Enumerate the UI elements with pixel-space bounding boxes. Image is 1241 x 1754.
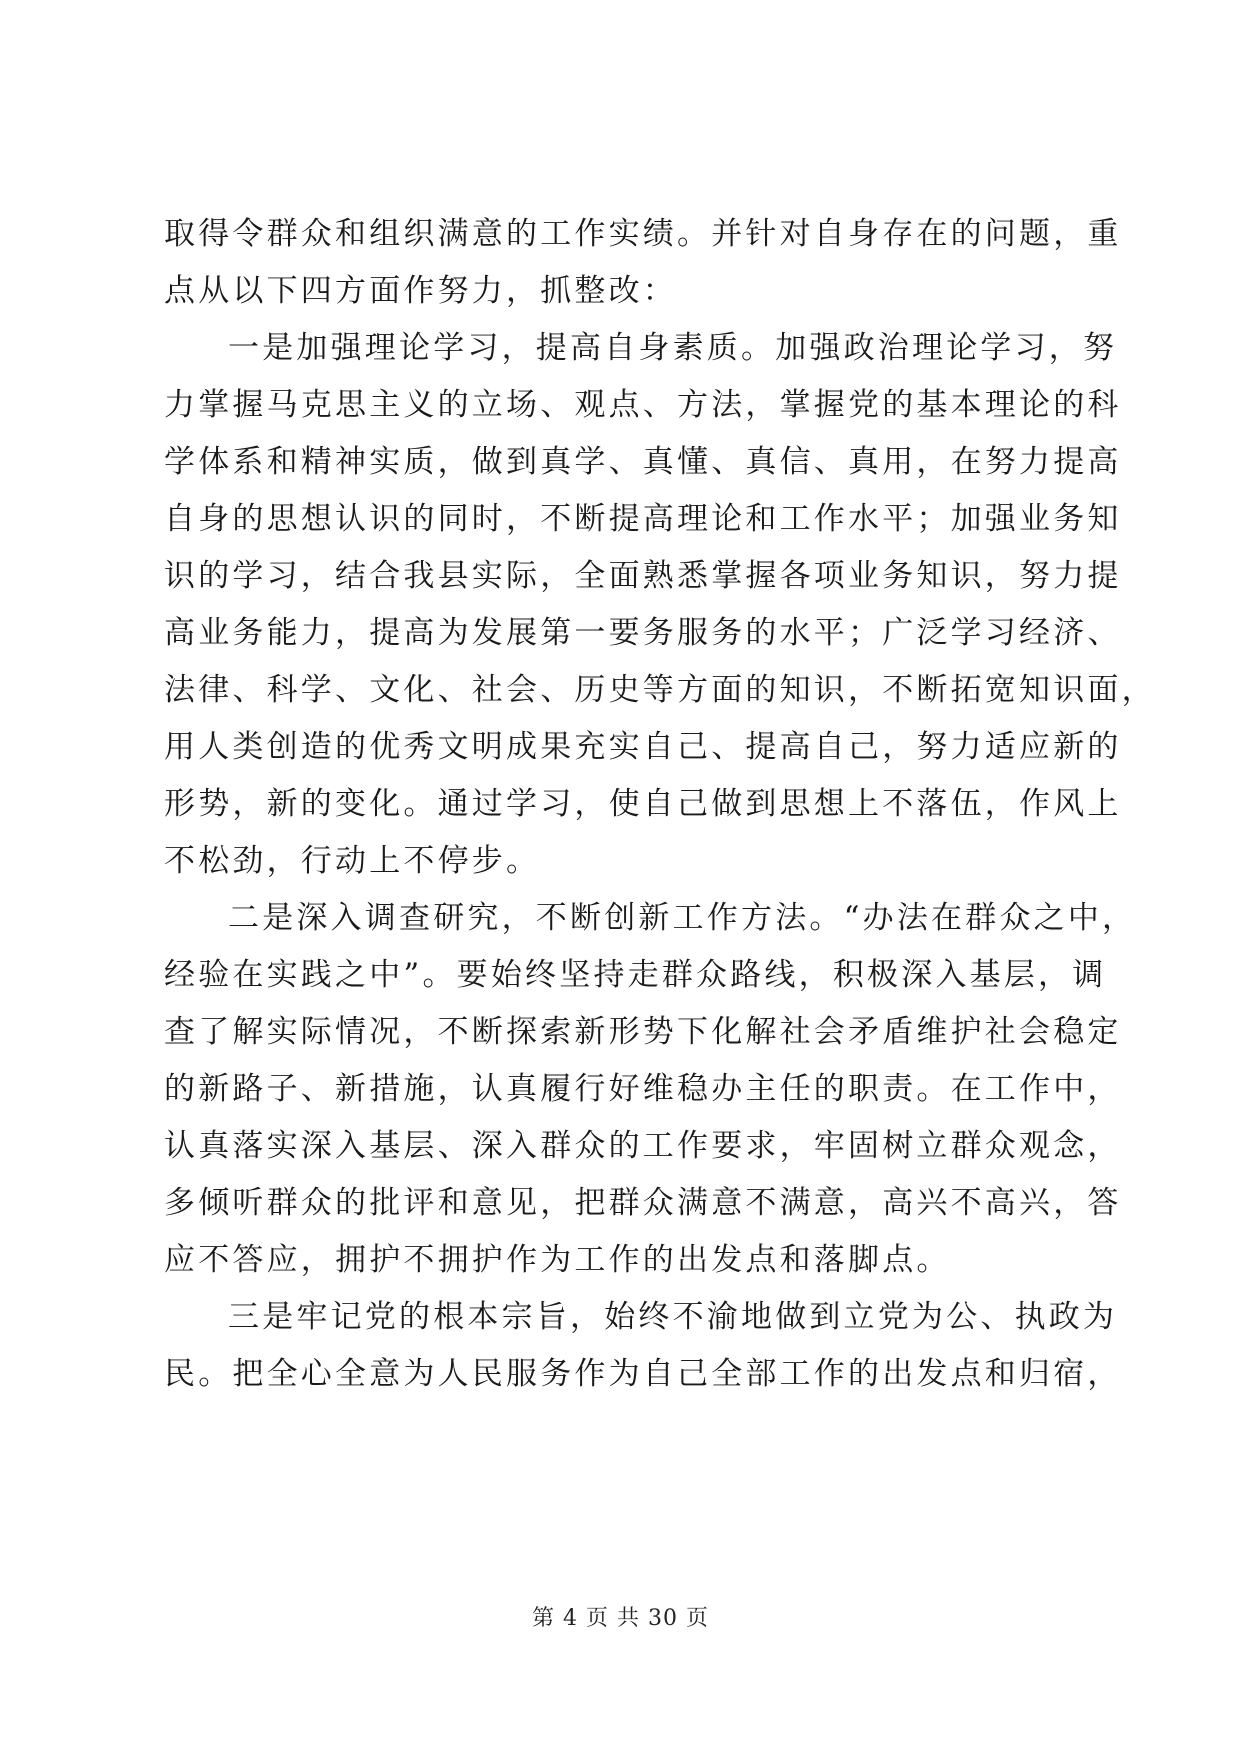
page-number-footer: 第 4 页 共 30 页 bbox=[532, 1606, 709, 1631]
text-line: 识的学习，结合我县实际，全面熟悉掌握各项业务知识，努力提 bbox=[164, 558, 1122, 594]
paragraph-start-line: 一是加强理论学习，提高自身素质。加强政治理论学习，努 bbox=[228, 330, 1118, 366]
text-line: 民。把全心全意为人民服务作为自己全部工作的出发点和归宿， bbox=[164, 1356, 1122, 1392]
text-line: 自身的思想认识的同时，不断提高理论和工作水平；加强业务知 bbox=[164, 501, 1122, 537]
text-line: 用人类创造的优秀文明成果充实自己、提高自己，努力适应新的 bbox=[164, 729, 1122, 765]
text-line: 法律、科学、文化、社会、历史等方面的知识，不断拓宽知识面， bbox=[164, 672, 1156, 708]
text-line: 力掌握马克思主义的立场、观点、方法，掌握党的基本理论的科 bbox=[164, 387, 1122, 423]
text-line: 不松劲，行动上不停步。 bbox=[164, 843, 541, 879]
text-line: 查了解实际情况，不断探索新形势下化解社会矛盾维护社会稳定 bbox=[164, 1014, 1122, 1050]
text-line: 应不答应，拥护不拥护作为工作的出发点和落脚点。 bbox=[164, 1242, 951, 1278]
text-line: 点从以下四方面作努力，抓整改： bbox=[164, 273, 677, 309]
text-line: 高业务能力，提高为发展第一要务服务的水平；广泛学习经济、 bbox=[164, 615, 1122, 651]
text-line: 经验在实践之中”。要始终坚持走群众路线，积极深入基层，调 bbox=[164, 957, 1107, 993]
text-line: 多倾听群众的批评和意见，把群众满意不满意，高兴不高兴，答 bbox=[164, 1185, 1122, 1221]
text-line: 认真落实深入基层、深入群众的工作要求，牢固树立群众观念， bbox=[164, 1128, 1122, 1164]
text-line: 取得令群众和组织满意的工作实绩。并针对自身存在的问题，重 bbox=[164, 216, 1122, 252]
text-line: 的新路子、新措施，认真履行好维稳办主任的职责。在工作中， bbox=[164, 1071, 1122, 1107]
paragraph-start-line: 二是深入调查研究，不断创新工作方法。“办法在群众之中， bbox=[228, 900, 1137, 936]
paragraph-start-line: 三是牢记党的根本宗旨，始终不渝地做到立党为公、执政为 bbox=[228, 1299, 1118, 1335]
text-line: 形势，新的变化。通过学习，使自己做到思想上不落伍，作风上 bbox=[164, 786, 1122, 822]
text-line: 学体系和精神实质，做到真学、真懂、真信、真用，在努力提高 bbox=[164, 444, 1122, 480]
